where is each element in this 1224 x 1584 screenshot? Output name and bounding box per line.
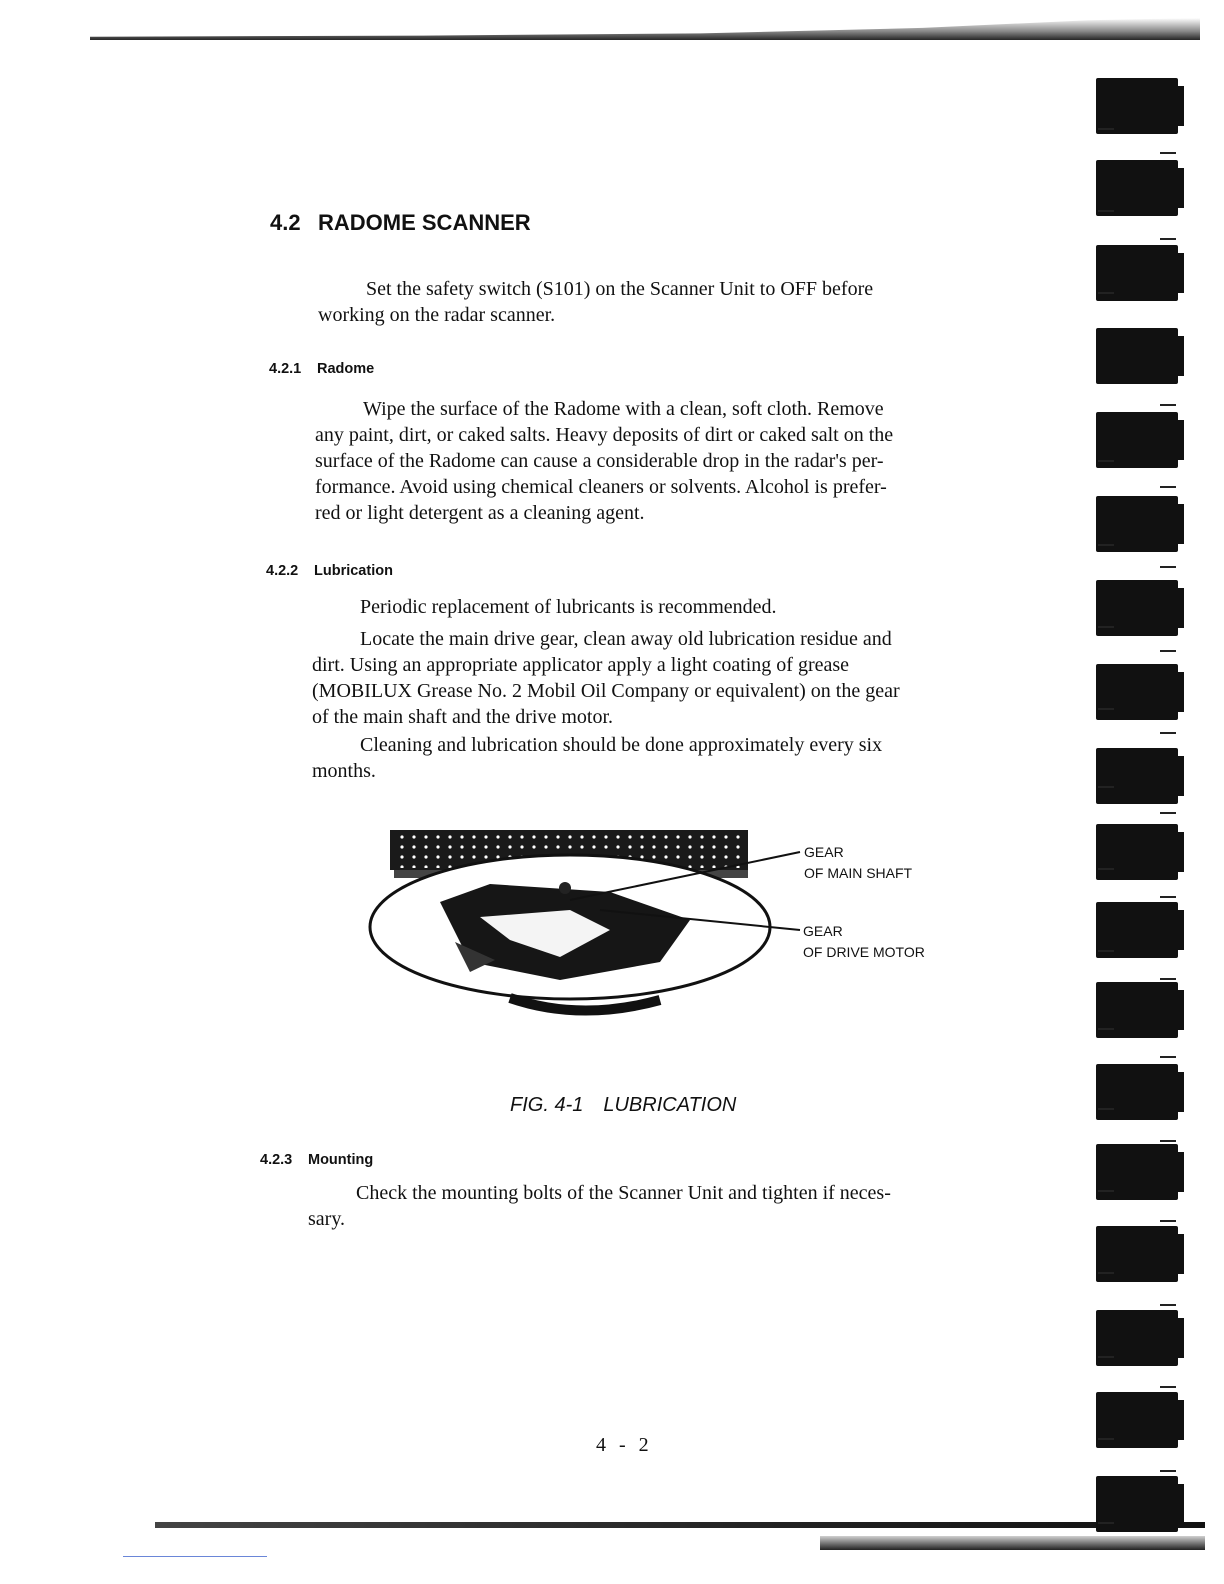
binding-mark bbox=[1098, 868, 1114, 870]
label-line: OF DRIVE MOTOR bbox=[803, 944, 925, 960]
figure-number: FIG. 4-1 bbox=[510, 1094, 584, 1116]
lubrication-line: Locate the main drive gear, clean away old lubrication residue and bbox=[360, 628, 892, 650]
binding-mark bbox=[1160, 404, 1176, 406]
scan-blue-rule bbox=[123, 1556, 267, 1557]
lubrication-paragraph-2 bbox=[312, 626, 1000, 730]
mounting-paragraph bbox=[308, 1180, 996, 1232]
binding-mark bbox=[1098, 292, 1114, 294]
subsection-title: Radome bbox=[317, 361, 375, 377]
binding-mark bbox=[1098, 1438, 1114, 1440]
scan-bottom-edge bbox=[155, 1522, 1205, 1528]
binding-mark bbox=[1098, 626, 1114, 628]
binding-mark bbox=[1098, 1028, 1114, 1030]
section-number: 4.2 bbox=[270, 210, 301, 235]
binding-coil bbox=[1096, 824, 1178, 880]
binding-coil bbox=[1096, 664, 1178, 720]
label-line: GEAR bbox=[804, 844, 844, 860]
binding-mark bbox=[1098, 1190, 1114, 1192]
binding-mark bbox=[1160, 1056, 1176, 1058]
binding-mark bbox=[1098, 1522, 1114, 1524]
lubrication-figure bbox=[360, 822, 960, 1032]
section-title: RADOME SCANNER bbox=[318, 210, 531, 235]
binding-mark bbox=[1160, 978, 1176, 980]
binding-mark bbox=[1098, 950, 1114, 952]
radome-line: formance. Avoid using chemical cleaners or solvents. Alcohol is prefer- bbox=[315, 476, 887, 498]
mounting-line: sary. bbox=[308, 1208, 346, 1230]
lubrication-line: dirt. Using an appropriate applicator apply a light coating of grease bbox=[312, 654, 850, 676]
binding-mark bbox=[1160, 238, 1176, 240]
binding-mark bbox=[1160, 812, 1176, 814]
spiral-binding bbox=[1092, 60, 1224, 1540]
mounting-line: Check the mounting bolts of the Scanner Unit and tighten if neces- bbox=[356, 1182, 891, 1204]
lubrication-paragraph-3 bbox=[312, 732, 1000, 784]
binding-mark bbox=[1160, 1386, 1176, 1388]
radome-line: surface of the Radome can cause a considerable drop in the radar's per- bbox=[315, 450, 884, 472]
binding-mark bbox=[1160, 566, 1176, 568]
lubrication-line: Periodic replacement of lubricants is recommended. bbox=[360, 596, 777, 618]
binding-coil bbox=[1096, 1064, 1178, 1120]
binding-mark bbox=[1098, 1356, 1114, 1358]
binding-mark bbox=[1160, 650, 1176, 652]
label-line: GEAR bbox=[803, 923, 843, 939]
lubrication-line: months. bbox=[312, 760, 376, 782]
binding-mark bbox=[1160, 1140, 1176, 1142]
binding-mark bbox=[1098, 786, 1114, 788]
binding-mark bbox=[1098, 460, 1114, 462]
subsection-heading-mounting bbox=[260, 1152, 373, 1168]
radome-line: any paint, dirt, or caked salts. Heavy deposits of dirt or caked salt on the bbox=[315, 424, 894, 446]
lubrication-line: Cleaning and lubrication should be done approximately every six bbox=[360, 734, 883, 756]
binding-mark bbox=[1160, 1220, 1176, 1222]
binding-mark bbox=[1098, 210, 1114, 212]
binding-mark bbox=[1160, 152, 1176, 154]
binding-mark bbox=[1160, 1470, 1176, 1472]
label-line: OF MAIN SHAFT bbox=[804, 865, 913, 881]
page-number: 4 - 2 bbox=[596, 1434, 653, 1456]
lubrication-paragraph-1 bbox=[312, 594, 1000, 620]
binding-mark bbox=[1098, 128, 1114, 130]
intro-line: working on the radar scanner. bbox=[318, 304, 556, 326]
subsection-heading-radome bbox=[269, 361, 374, 377]
figure-caption bbox=[510, 1094, 736, 1117]
lubrication-line: (MOBILUX Grease No. 2 Mobil Oil Company or equivalent) on the gear bbox=[312, 680, 900, 702]
binding-mark bbox=[1098, 1272, 1114, 1274]
label-gear-main-shaft bbox=[804, 842, 912, 884]
binding-coil bbox=[1096, 748, 1178, 804]
binding-mark bbox=[1160, 486, 1176, 488]
subsection-title: Mounting bbox=[308, 1152, 374, 1168]
binding-coil bbox=[1096, 78, 1178, 134]
binding-coil bbox=[1096, 328, 1178, 384]
subsection-title: Lubrication bbox=[314, 563, 393, 579]
binding-mark bbox=[1160, 896, 1176, 898]
binding-mark bbox=[1160, 1304, 1176, 1306]
subsection-number: 4.2.3 bbox=[260, 1152, 293, 1168]
subsection-heading-lubrication bbox=[266, 563, 393, 579]
main-shaft-gear bbox=[559, 882, 571, 894]
radome-paragraph bbox=[315, 396, 1000, 526]
figure-title: LUBRICATION bbox=[603, 1094, 737, 1116]
intro-paragraph bbox=[318, 276, 1000, 328]
subsection-number: 4.2.2 bbox=[266, 563, 299, 579]
binding-mark bbox=[1098, 544, 1114, 546]
binding-mark bbox=[1098, 1108, 1114, 1110]
label-gear-drive-motor bbox=[803, 921, 925, 963]
binding-coil bbox=[1096, 160, 1178, 216]
radome-line: Wipe the surface of the Radome with a clean, soft cloth. Remove bbox=[363, 398, 884, 420]
binding-mark bbox=[1098, 708, 1114, 710]
subsection-number: 4.2.1 bbox=[269, 361, 302, 377]
lubrication-line: of the main shaft and the drive motor. bbox=[312, 706, 614, 728]
section-heading bbox=[270, 210, 531, 236]
binding-mark bbox=[1160, 732, 1176, 734]
scan-top-edge bbox=[90, 18, 1200, 40]
radome-line: red or light detergent as a cleaning agent. bbox=[315, 502, 645, 524]
intro-line: Set the safety switch (S101) on the Scanner Unit to OFF before bbox=[366, 278, 874, 300]
